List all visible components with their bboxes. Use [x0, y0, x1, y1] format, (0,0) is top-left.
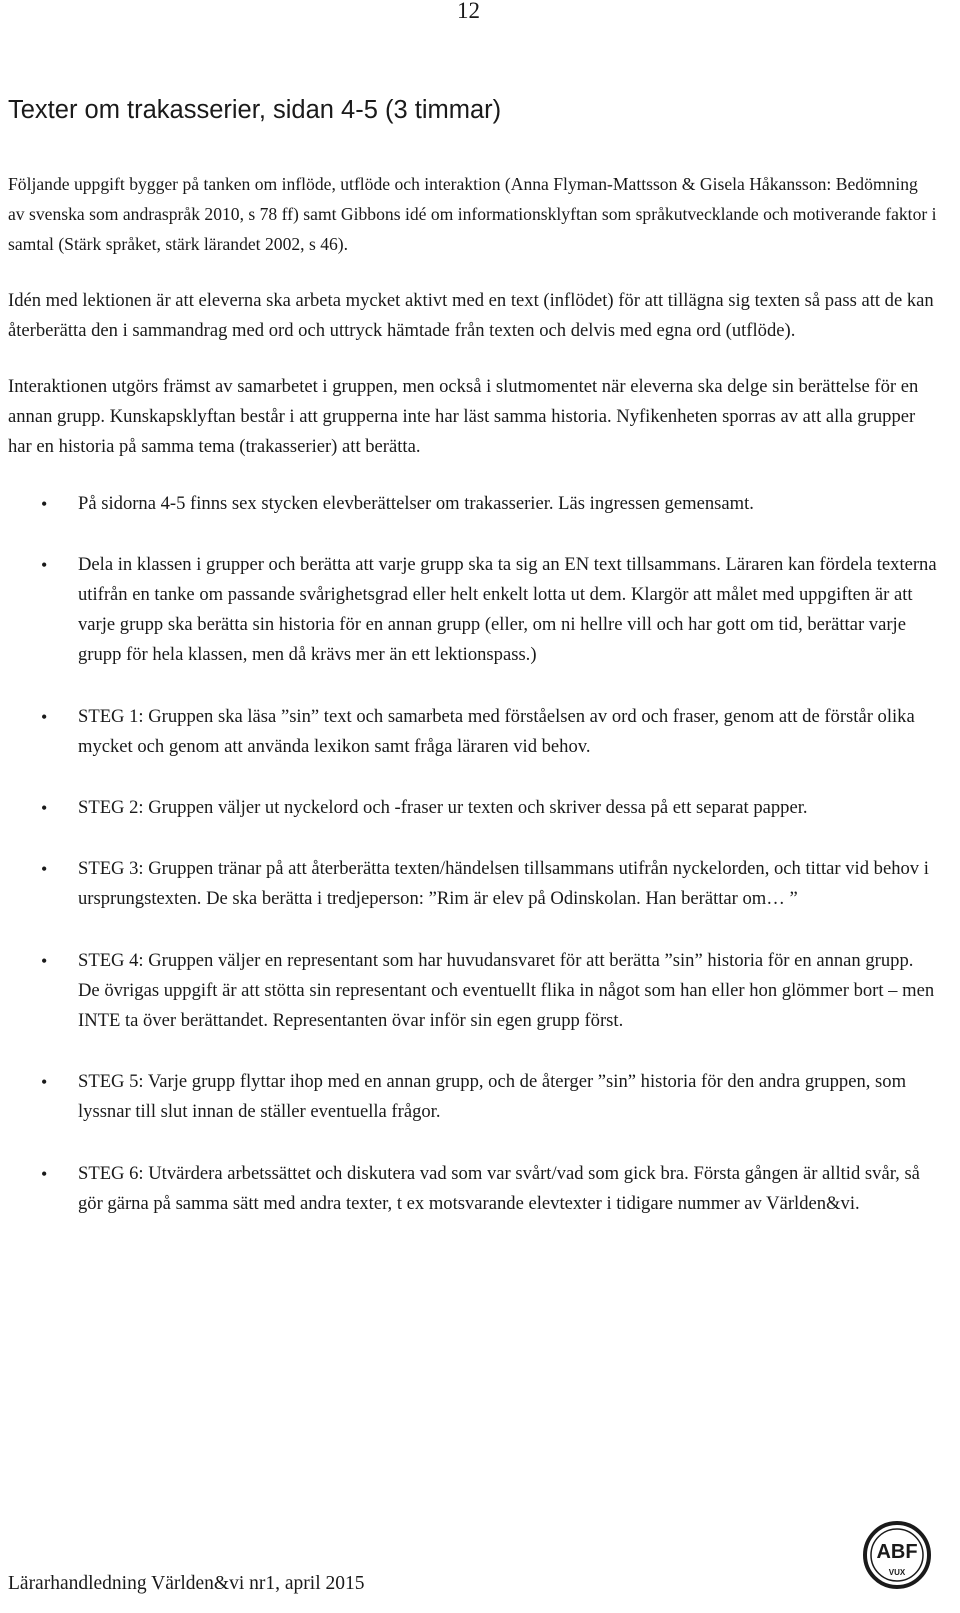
list-item-text: STEG 1: Gruppen ska läsa ”sin” text och samarbeta med förståelsen av ord och fraser, genom att de förstår olika mycket och genom att använda lexikon samt fråga läraren vid behov.: [78, 705, 915, 757]
abf-logo-subtext: VUX: [888, 1568, 906, 1577]
list-item: [8, 854, 938, 914]
instruction-list: [8, 489, 938, 1219]
page-number: 12: [457, 0, 480, 23]
bullet-icon: •: [41, 859, 48, 880]
list-item-text: STEG 3: Gruppen tränar på att återberätta texten/händelsen tillsammans utifrån nyckelorden, och tittar vid behov i ursprungstexten. De ska berätta i tredjeperson: ”Rim är elev på Odinskolan. Han berättar om… ”: [78, 858, 929, 910]
abf-logo: [863, 1521, 931, 1589]
list-item-text: STEG 5: Varje grupp flyttar ihop med en annan grupp, och de återger ”sin” historia för den andra gruppen, som lyssnar till slut innan de ställer eventuella frågor.: [78, 1071, 907, 1123]
bullet-icon: •: [41, 493, 48, 514]
bullet-icon: •: [41, 554, 48, 575]
list-item: [8, 489, 938, 519]
bullet-icon: •: [41, 1163, 48, 1184]
body-paragraph: Idén med lektionen är att eleverna ska arbeta mycket aktivt med en text (inflödet) för att tillägna sig texten så pass att de kan återberätta den i sammandrag med ord och uttryck hämtade från texten och delvis med egna ord (utflöde).: [8, 289, 934, 341]
list-item: [8, 702, 938, 762]
bullet-icon: •: [41, 706, 48, 727]
list-item: [8, 1067, 938, 1127]
list-item: [8, 793, 938, 823]
list-item: [8, 1159, 938, 1219]
list-item-text: STEG 2: Gruppen väljer ut nyckelord och -fraser ur texten och skriver dessa på ett separat papper.: [78, 797, 808, 819]
bullet-icon: •: [41, 950, 48, 971]
bullet-icon: •: [41, 1072, 48, 1093]
body-paragraph: Interaktionen utgörs främst av samarbetet i gruppen, men också i slutmomentet när eleverna ska delge sin berättelse för en annan grupp. Kunskapsklyftan består i att grupperna inte har läst samma historia. Nyfikenheten sporras av att alla grupper har en historia på samma tema (trakasserier) att berätta.: [8, 376, 919, 458]
list-item-text: STEG 6: Utvärdera arbetssättet och diskutera vad som var svårt/vad som gick bra. Första gången är alltid svår, så gör gärna på samma sätt med andra texter, t ex motsvarande elevtexter i tidigare nummer av Världen&vi.: [78, 1162, 920, 1214]
intro-paragraph: Följande uppgift bygger på tanken om inflöde, utflöde och interaktion (Anna Flyman-Mattsson & Gisela Håkansson: Bedömning av svenska som andraspråk 2010, s 78 ff) samt Gibbons idé om informationsklyftan som språkutvecklande och motiverande faktor i samtal (Stärk språket, stärk lärandet 2002, s 46).: [8, 174, 937, 255]
list-item-text: På sidorna 4-5 finns sex stycken elevberättelser om trakasserier. Läs ingressen gemensamt.: [78, 492, 754, 514]
footer-text: Lärarhandledning Världen&vi nr1, april 2015: [8, 1573, 365, 1594]
page-heading: Texter om trakasserier, sidan 4-5 (3 timmar): [8, 96, 502, 124]
list-item: [8, 550, 938, 671]
bullet-icon: •: [41, 798, 48, 819]
abf-logo-text: ABF: [876, 1541, 918, 1563]
list-item-text: Dela in klassen i grupper och berätta att varje grupp ska ta sig an EN text tillsammans. Läraren kan fördela texterna utifrån en tanke om passande svårighetsgrad eller helt enkelt lotta ut dem. Klargör att målet med uppgiften är att varje grupp ska berätta sin historia för en annan grupp (eller, om ni hellre vill och har gott om tid, berättar varje grupp för hela klassen, men då krävs mer än ett lektionspass.): [78, 553, 937, 666]
list-item: [8, 946, 938, 1037]
list-item-text: STEG 4: Gruppen väljer en representant som har huvudansvaret för att berätta ”sin” historia för en annan grupp. De övrigas uppgift är att stötta sin representant och eventuellt flika in något som han eller hon glömmer bort – men INTE ta över berättandet. Representanten övar inför sin egen grupp först.: [78, 949, 935, 1032]
document-body: [8, 169, 938, 1250]
